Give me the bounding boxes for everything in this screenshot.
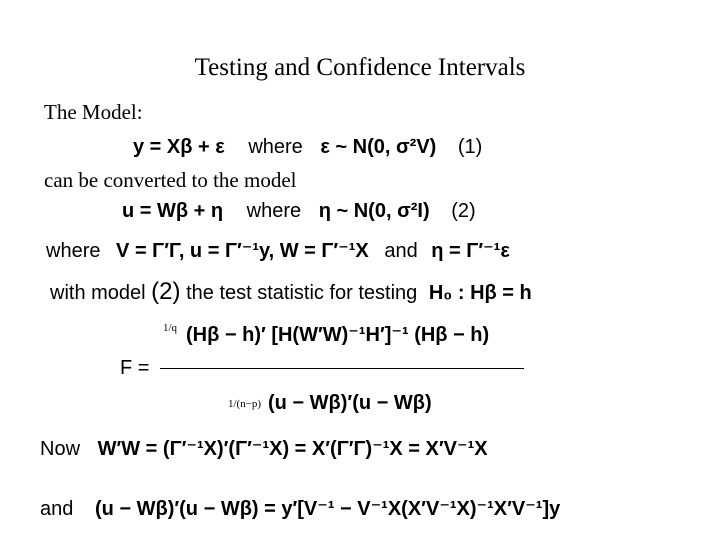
f-numerator-scale: 1/q xyxy=(163,322,178,334)
and-equation: (u − Wβ)′(u − Wβ) = y′[V⁻¹ − V⁻¹X(X′V⁻¹X)⁻¹X′V⁻¹]y xyxy=(94,498,561,520)
definitions-body: V = Γ′Γ, u = Γ′⁻¹y, W = Γ′⁻¹X xyxy=(116,240,369,262)
and-line xyxy=(40,496,560,521)
and-label: and xyxy=(40,498,74,520)
converted-text: can be converted to the model xyxy=(44,168,297,192)
now-equation: W′W = (Γ′⁻¹X)′(Γ′⁻¹X) = X′(Γ′Γ)⁻¹X = X′V⁻¹X xyxy=(97,438,488,460)
definitions-line xyxy=(46,238,510,263)
test-statistic-line xyxy=(50,278,532,306)
equation-1-where: where xyxy=(248,136,303,158)
null-hypothesis: H₀ : Hβ = h xyxy=(428,282,532,304)
f-numerator-expression: (Hβ − h)′ [H(W′W)⁻¹H′]⁻¹ (Hβ − h) xyxy=(186,324,490,346)
slide-title: Testing and Confidence Intervals xyxy=(194,54,526,81)
definitions-eta: η = Γ′⁻¹ε xyxy=(431,240,510,262)
definitions-where: where xyxy=(46,240,101,262)
equation-1-lhs: y = Xβ + ε xyxy=(133,136,225,158)
equation-2-where: where xyxy=(246,200,302,222)
definitions-and: and xyxy=(384,240,418,262)
test-statistic-text-b: the test statistic for testing xyxy=(186,282,418,304)
f-label: F = xyxy=(120,357,150,379)
equation-2-lhs: u = Wβ + η xyxy=(122,200,224,222)
now-line xyxy=(40,436,488,461)
equation-1 xyxy=(133,136,482,159)
f-denominator-scale: 1/(n−p) xyxy=(228,398,262,410)
equation-2-distribution: η ~ N(0, σ²I) xyxy=(318,200,430,222)
now-label: Now xyxy=(40,438,81,460)
fraction-bar xyxy=(160,368,524,369)
equation-2 xyxy=(122,200,476,223)
equation-2-number: (2) xyxy=(451,200,476,222)
test-statistic-text-a: with model xyxy=(50,282,146,304)
f-denominator xyxy=(268,392,432,415)
f-denominator-expression: (u − Wβ)′(u − Wβ) xyxy=(268,392,432,414)
test-statistic-model-number: (2) xyxy=(151,278,181,305)
model-label: The Model: xyxy=(44,100,143,124)
equation-1-distribution: ε ~ N(0, σ²V) xyxy=(320,136,437,158)
f-numerator xyxy=(186,322,489,347)
equation-1-number: (1) xyxy=(457,136,483,158)
